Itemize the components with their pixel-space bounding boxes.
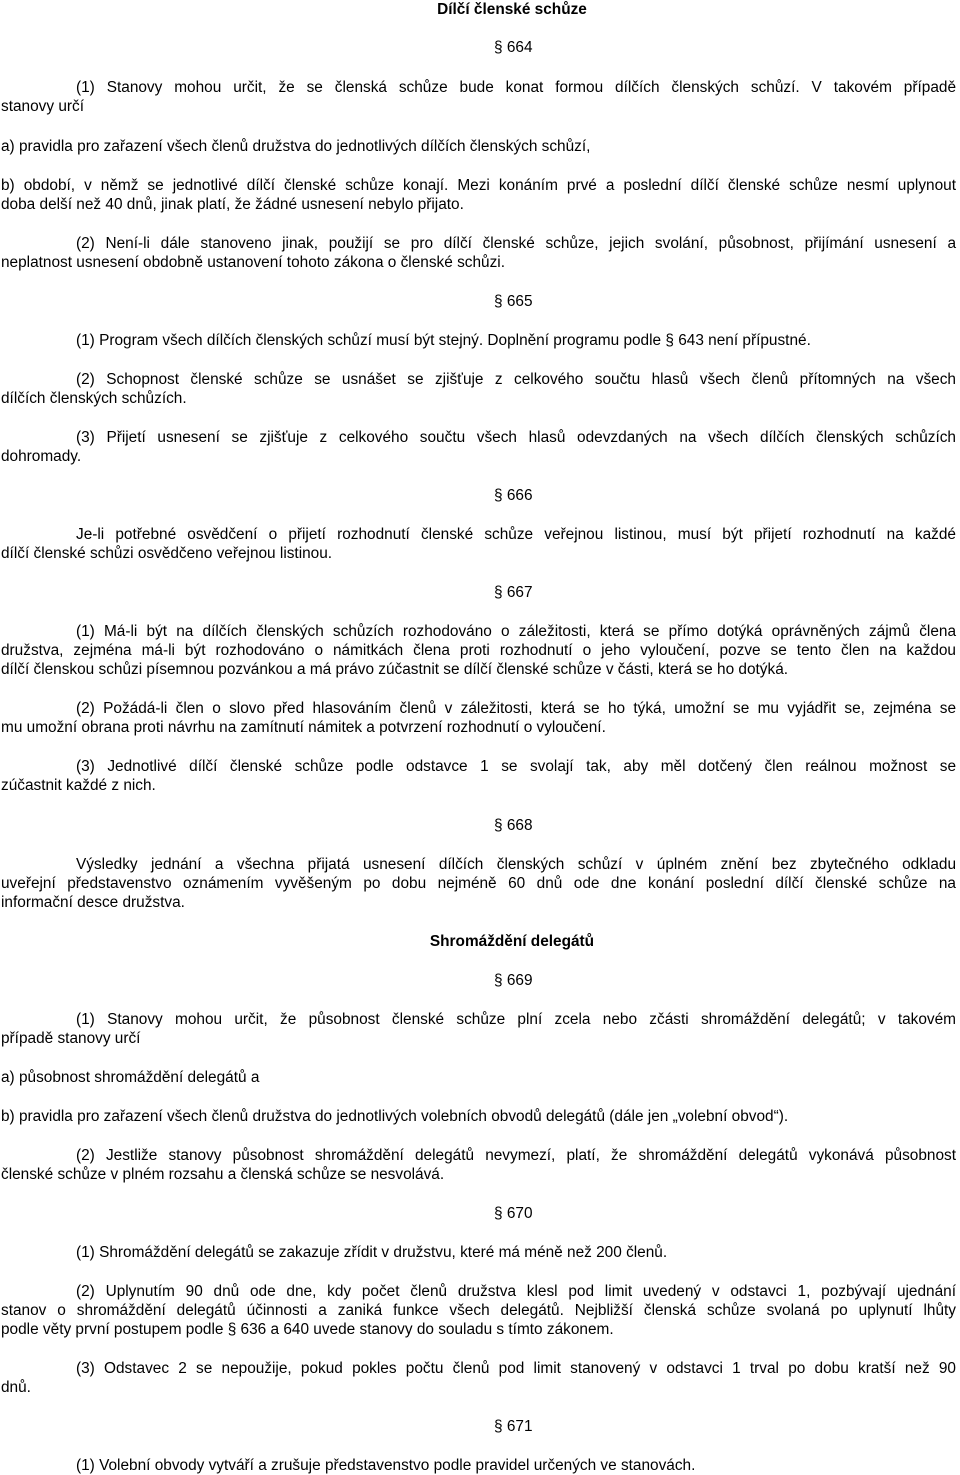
text-line: (3) Přijetí usnesení se zjišťuje z celkového součtu všech hlasů odevzdaných na všech dílčích členských schůzích	[76, 429, 956, 446]
section-heading: Shromáždění delegátů	[429, 933, 595, 950]
paragraph-number: § 669	[494, 972, 533, 989]
text-line: (2) Není-li dále stanoveno jinak, použijí se pro dílčí členské schůze, jejich svolání, působnost, přijímání usnesení a	[76, 235, 956, 252]
paragraph-number: § 664	[494, 39, 533, 56]
text-line: a) působnost shromáždění delegátů a	[1, 1069, 260, 1086]
text-line: (3) Jednotlivé dílčí členské schůze podle odstavce 1 se svolají tak, aby měl dotčený člen reálnou možnost se	[76, 758, 956, 775]
text-line: (1) Shromáždění delegátů se zakazuje zřídit v družstvu, které má méně než 200 členů.	[76, 1244, 668, 1261]
text-line: (2) Schopnost členské schůze se usnášet se zjišťuje z celkového součtu hlasů všech členů přítomných na všech	[76, 371, 956, 388]
text-line: dílčí členské schůzi osvědčeno veřejnou listinou.	[1, 545, 333, 562]
text-line: (2) Jestliže stanovy působnost shromáždění delegátů nevymezí, platí, že shromáždění delegátů vykonává působnost	[76, 1147, 956, 1164]
text-line: neplatnost usnesení obdobně ustanovení tohoto zákona o členské schůzi.	[1, 254, 505, 271]
text-line: informační desce družstva.	[1, 894, 185, 911]
text-line: dnů.	[1, 1379, 31, 1396]
text-line: (2) Uplynutím 90 dnů ode dne, kdy počet členů družstva klesl pod limit uvedený v odstavci 1, pozbývají ujednání	[76, 1283, 956, 1300]
text-line: dílčí členskou schůzi písemnou pozvánkou a má právo zúčastnit se dílčí členské schůze v části, která se ho dotýká.	[1, 661, 789, 678]
paragraph-number: § 668	[494, 817, 533, 834]
text-line: b) pravidla pro zařazení všech členů družstva do jednotlivých volebních obvodů delegátů (dále jen „volební obvod“).	[1, 1108, 789, 1125]
text-line: (3) Odstavec 2 se nepoužije, pokud pokles počtu členů pod limit stanovený v odstavci 1 trval po dobu kratší než 90	[76, 1360, 956, 1377]
text-line: b) období, v němž se jednotlivé dílčí členské schůze konají. Mezi konáním prvé a poslední dílčí členské schůze nesmí uplynout	[1, 177, 956, 194]
text-line: členské schůze v plném rozsahu a členská schůze se nesvolává.	[1, 1166, 445, 1183]
text-line: (1) Volební obvody vytváří a zrušuje představenstvo podle pravidel určených ve stanovách.	[76, 1457, 696, 1474]
text-line: (1) Má-li být na dílčích členských schůzích rozhodováno o záležitosti, která se přímo dotýká oprávněných zájmů člena	[76, 623, 956, 640]
paragraph-number: § 671	[494, 1418, 533, 1435]
text-line: Je-li potřebné osvědčení o přijetí rozhodnutí členské schůze veřejnou listinou, musí být přijetí rozhodnutí na každé	[76, 526, 956, 543]
paragraph-number: § 670	[494, 1205, 533, 1222]
text-line: dohromady.	[1, 448, 82, 465]
section-heading: Dílčí členské schůze	[437, 1, 587, 18]
text-line: podle věty první postupem podle § 636 a 640 uvede stanovy do souladu s tímto zákonem.	[1, 1321, 614, 1338]
paragraph-number: § 666	[494, 487, 533, 504]
text-line: (1) Stanovy mohou určit, že působnost členské schůze plní zcela nebo zčásti shromáždění delegátů; v takovém	[76, 1011, 956, 1028]
text-line: mu umožní obrana proti návrhu na zamítnutí námitek a potvrzení rozhodnutí o vyloučení.	[1, 719, 606, 736]
text-line: (1) Program všech dílčích členských schůzí musí být stejný. Doplnění programu podle § 643 není přípustné.	[76, 332, 811, 349]
paragraph-number: § 665	[494, 293, 533, 310]
text-line: případě stanovy určí	[1, 1030, 141, 1047]
text-line: a) pravidla pro zařazení všech členů družstva do jednotlivých dílčích členských schůzí,	[1, 138, 591, 155]
text-line: zúčastnit každé z nich.	[1, 777, 156, 794]
text-line: doba delší než 40 dnů, jinak platí, že žádné usnesení nebylo přijato.	[1, 196, 464, 213]
text-line: (1) Stanovy mohou určit, že se členská schůze bude konat formou dílčích členských schůzí. V takovém případě	[76, 79, 956, 96]
text-line: stanovy určí	[1, 98, 84, 115]
text-line: uveřejní představenstvo oznámením vyvěšeným po dobu nejméně 60 dnů ode dne konání poslední dílčí členské schůze na	[1, 875, 956, 892]
text-line: Výsledky jednání a všechna přijatá usnesení dílčích členských schůzí v úplném znění bez zbytečného odkladu	[76, 856, 956, 873]
text-line: dílčích členských schůzích.	[1, 390, 187, 407]
paragraph-number: § 667	[494, 584, 533, 601]
text-line: (2) Požádá-li člen o slovo před hlasováním členů v záležitosti, která se ho týká, umožní se mu vyjádřit se, zejména se	[76, 700, 956, 717]
text-line: družstva, zejména má-li být rozhodováno o námitkách člena proti rozhodnutí o jeho vyloučení, pozve se tento člen na každou	[1, 642, 956, 659]
text-line: stanov o shromáždění delegátů účinnosti a zaniká funkce všech delegátů. Nejbližší členská schůze svolaná po uplynutí lhůty	[1, 1302, 956, 1319]
